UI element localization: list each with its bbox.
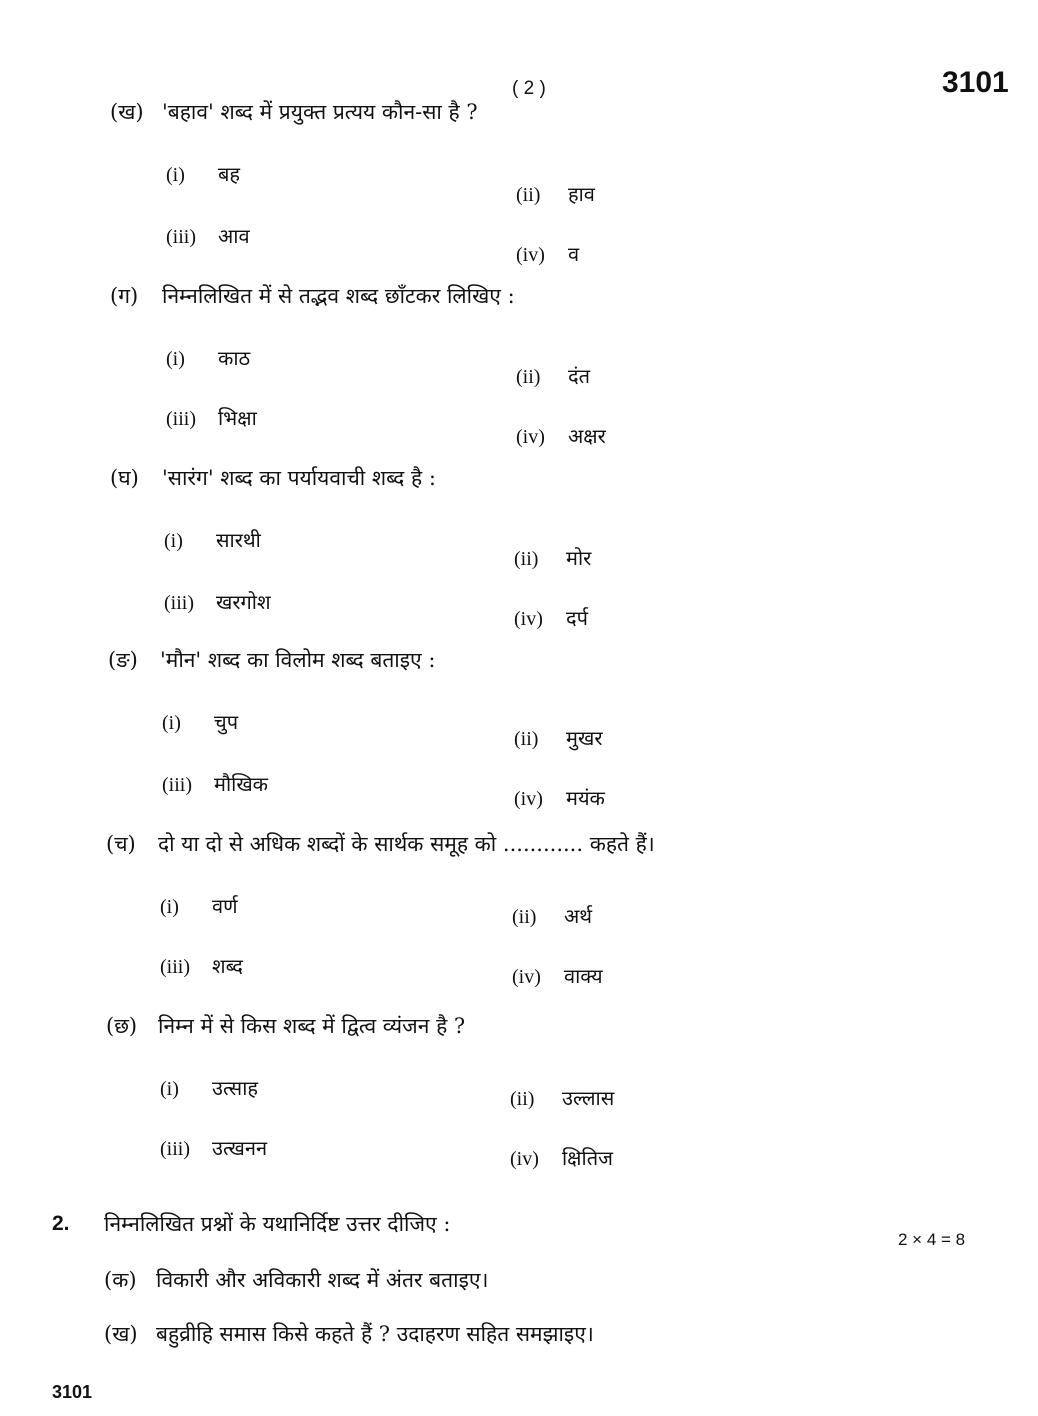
option-i: (i) काठ	[166, 346, 251, 370]
question2-text: निम्नलिखित प्रश्नों के यथानिर्दिष्ट उत्तर दीजिए :	[104, 1212, 451, 1236]
question-label: (च)	[106, 832, 136, 856]
question-text: बहुव्रीहि समास किसे कहते हैं ? उदाहरण सहित समझाइए।	[156, 1322, 594, 1346]
option-i: (i) बह	[166, 162, 241, 186]
option-iv: (iv) वाक्य	[512, 964, 603, 988]
option-ii: (ii) दंत	[516, 364, 591, 388]
question-nga	[108, 646, 435, 674]
question-text: निम्न में से किस शब्द में द्वित्व व्यंजन है ?	[158, 1014, 466, 1038]
question-label: (छ)	[106, 1014, 138, 1038]
page-number: ( 2 )	[512, 78, 546, 99]
option-iv: (iv) मयंक	[514, 786, 605, 810]
option-ii: (ii) उल्लास	[510, 1086, 615, 1110]
option-i: (i) उत्साह	[160, 1076, 258, 1100]
option-iv: (iv) क्षितिज	[510, 1146, 613, 1170]
option-ii: (ii) हाव	[516, 182, 595, 206]
question-label: (ङ)	[108, 648, 138, 672]
question-text: निम्नलिखित में से तद्भव शब्द छाँटकर लिखिए :	[162, 284, 515, 308]
option-iv: (iv) अक्षर	[516, 424, 606, 448]
question-text: 'मौन' शब्द का विलोम शब्द बताइए :	[160, 648, 436, 672]
question-kha	[110, 98, 478, 126]
question-number: 2.	[52, 1212, 70, 1235]
question-text: विकारी और अविकारी शब्द में अंतर बताइए।	[156, 1268, 489, 1292]
paper-code-footer: 3101	[52, 1382, 93, 1402]
option-iii: (iii) उत्खनन	[160, 1136, 268, 1160]
option-iii: (iii) आव	[166, 224, 250, 248]
question-gha	[110, 464, 436, 492]
option-iii: (iii) मौखिक	[162, 772, 269, 796]
question-chha	[106, 1012, 465, 1040]
question-label: (ग)	[110, 284, 139, 308]
option-i: (i) सारथी	[164, 528, 261, 552]
option-iii: (iii) भिक्षा	[166, 406, 257, 430]
option-ii: (ii) अर्थ	[512, 904, 593, 928]
question-ga	[110, 282, 515, 310]
option-iv: (iv) व	[516, 242, 580, 266]
question2-part-kha	[104, 1320, 594, 1348]
option-iii: (iii) शब्द	[160, 954, 243, 978]
question-label: (क)	[104, 1268, 137, 1292]
question-label: (ख)	[110, 100, 144, 124]
paper-code-header: 3101	[942, 66, 1009, 99]
option-iv: (iv) दर्प	[514, 606, 588, 630]
option-iii: (iii) खरगोश	[164, 590, 271, 614]
question-cha	[106, 830, 655, 858]
option-i: (i) वर्ण	[160, 894, 238, 918]
question-label: (ख)	[104, 1322, 138, 1346]
question-text: 'बहाव' शब्द में प्रयुक्त प्रत्यय कौन-सा है ?	[162, 100, 478, 124]
question-label: (घ)	[110, 466, 139, 490]
option-ii: (ii) मुखर	[514, 726, 603, 750]
question2-part-ka	[104, 1266, 488, 1294]
question-text: 'सारंग' शब्द का पर्यायवाची शब्द है :	[162, 466, 436, 490]
option-ii: (ii) मोर	[514, 546, 592, 570]
question-text: दो या दो से अधिक शब्दों के सार्थक समूह को ............ कहते हैं।	[158, 832, 655, 856]
marks-allocation: 2 × 4 = 8	[898, 1230, 966, 1249]
option-i: (i) चुप	[162, 710, 239, 734]
